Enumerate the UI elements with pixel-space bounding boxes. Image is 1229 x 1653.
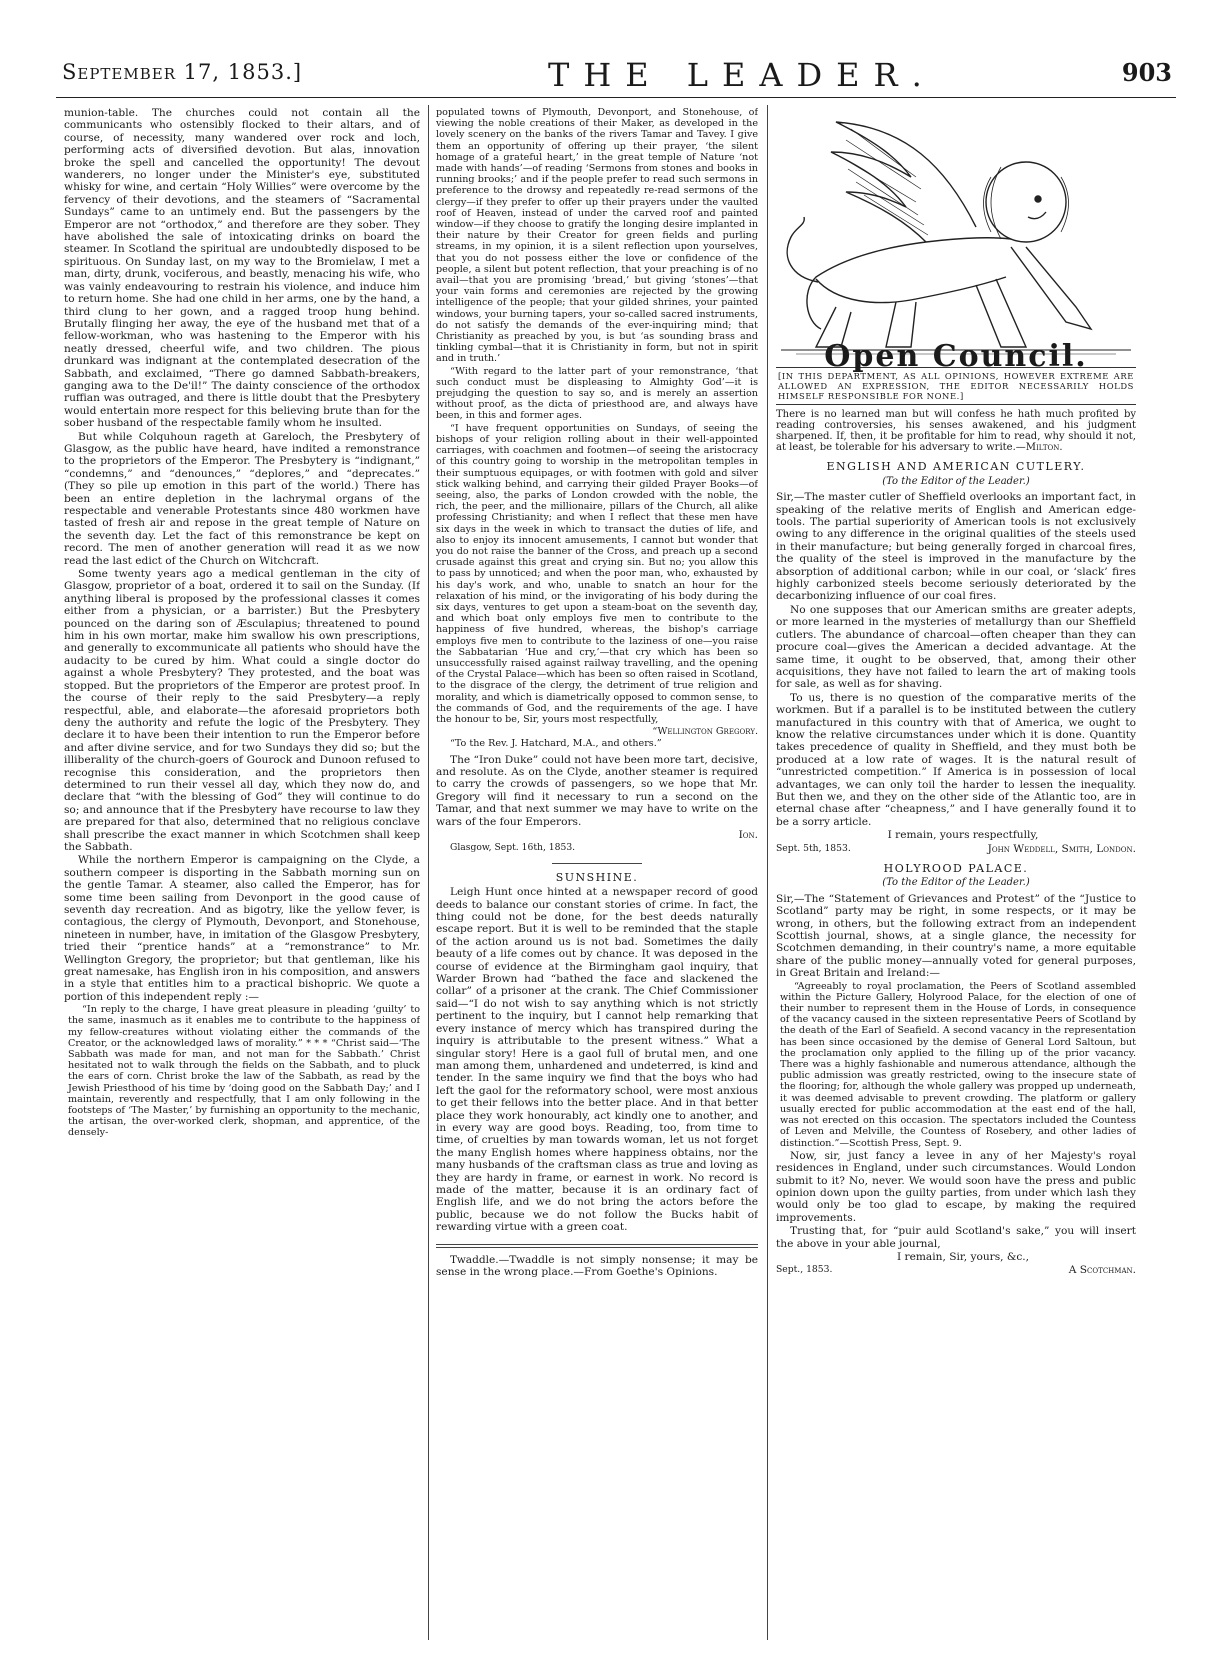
issue-date: September 17, 1853.] [62, 60, 303, 84]
cutlery-signoff [776, 843, 1136, 855]
holyrood-paragraph: Sir,—The “Statement of Grievances and Protest” of the “Justice to Scotland” party may be right, in some respects, or it may be wrong, in others, but the following extract from an independent Scottish journal, shows, at a single glance, the necessity for Scotchmen demanding, in their country's name, a more equitable share of the public money—annually voted for general purposes, in Great Britain and Ireland:— [776, 892, 1136, 980]
double-rule [436, 1244, 758, 1248]
masthead-title: THE LEADER. [548, 56, 936, 94]
col1-paragraph: While the northern Emperor is campaigning on the Clyde, a southern compeer is disporting in the Sabbath morning sun on the gentle Tamar. A steamer, also called the Emperor, has for some time been sailing from Devonport in the good cause of seventh day recreation. And as bigotry, like the yellow fever, is contagious, the clergy of Plymouth, Devonport, and Stonehouse, nineteen in number, have, in imitation of the Glasgow Presbytery, tried their “prentice hands” at a “remonstrance” to Mr. Wellington Gregory, the proprietor; but that gentleman, like his great namesake, has English iron in his composition, and answers in a style that entitles him to a practical bishopric. We quote a portion of this independent reply :— [64, 854, 420, 1003]
gregory-quote-part-1: populated towns of Plymouth, Devonport, and Stonehouse, of viewing the noble creations of their Maker, as developed in the lovely scenery on the banks of the rivers Tamar and Tavey. I give them an opportunity of offering up their prayer, ‘the silent homage of a grateful heart,’ in the great temple of Nature ‘not made with hands’—of reading ‘Sermons from stones and books in running brooks;’ and if the people prefer to read such sermons in preference to the drowsy and repeatedly re-read sermons of the clergy—if they prefer to offer up their prayers under the vaulted roof of Heaven, instead of under the carved roof and painted window—if they choose to gratify the longing desire implanted in their nature by their Creator for green fields and purling streams, in my opinion, it is a silent reflection upon yourselves, that you do not possess either the love or confidence of the people, a silent but potent reflection, that your preaching is of no avail—that you are promising ‘bread,’ but giving ‘stones’—that your vain forms and ceremonies are rejected by the growing intelligence of the people; that your gilded shrines, your painted windows, your burning tapers, your so-called sacred instruments, do not satisfy the demands of the ever-inquiring mind; that Christianity as preached by you, is but ‘as sounding brass and tinkling cymbal—that it is Christianity in form, but not in spirit and in truth.’ [436, 107, 758, 365]
column-1 [64, 107, 420, 1645]
holyrood-paragraph: Trusting that, for “puir auld Scotland's sake,” you will insert the above in your able journal, [776, 1225, 1136, 1250]
col2-paragraph: The “Iron Duke” could not have been more tart, decisive, and resolute. As on the Clyde, another steamer is required to carry the crowds of passengers, so we hope that Mr. Gregory will find it necessary to run a second on the Tamar, and that next summer we may have to write on the wars of the four Emperors. [436, 753, 758, 828]
motto-quote [776, 409, 1136, 453]
col1-paragraph: munion-table. The churches could not contain all the communicants who ostensibly flocked to their altars, and of course, of necessity, many wandered over rock and loch, performing acts of diversified devotion. But alas, innovation broke the spell and cancelled the opportunity! The devout wanderers, no longer under the Minister's eye, substituted whisky for wine, and certain “Holy Willies” were overcome by the fervency of their devotions, and the steamers of “Sacramental Sundays” came to an untimely end. But the passengers by the Emperor are not “orthodox,” and therefore are they sober. They have abolished the sale of intoxicating drinks on board the steamer. In Scotland the spiritual are undoubtedly disposed to be spirituous. On Sunday last, on my way to the Bromielaw, I met a man, dirty, drunk, vociferous, and beastly, menacing his wife, who was vainly endeavouring to restrain his violence, and induce him to return home. She had one child in her arms, one by the hand, a third clung to her gown, and a ragged troop hung behind. Brutally flinging her away, the eye of the husband met that of a fellow-workman, who was hastening to the Emperor with his neatly dressed, cheerful wife, and two children. The pious drunkard was indignant at the contemplated desecration of the Sabbath, and exclaimed, “There go damned Sabbath-breakers, ganging awa to the De'il!” The dainty conscience of the orthodox ruffian was outraged, and there is little doubt that the Presbytery would entertain more respect for this believing brute than for the sober husband of the respectable family whom he insulted. [64, 107, 420, 430]
holyrood-signoff [776, 1264, 1136, 1276]
page-number: 903 [1121, 58, 1172, 87]
holyrood-quote: “Agreeably to royal proclamation, the Peers of Scotland assembled within the Picture Gallery, Holyrood Palace, for the election of one of their number to represent them in the House of Lords, in consequence of the vacancy caused in the sixteen representative Peers of Scotland by the death of the Earl of Seafield. A second vacancy in the representation has been since occasioned by the demise of General Lord Saltoun, but the proclamation only applied to the filling up of the prior vacancy. There was a highly fashionable and numerous attendance, although the public admission was greatly restricted, owing to the insecure state of the flooring; for, although the whole gallery was propped up underneath, it was deemed advisable to prevent crowding. The platform or gallery usually erected for public accommodation at the east end of the hall, was not erected on this occasion. The spectators included the Countess of Leven and Melville, the Countess of Rosebery, and other ladies of distinction.”—Scottish Press, Sept. 9. [780, 980, 1136, 1149]
gregory-signature: “Wellington Gregory. [652, 726, 758, 738]
column-3 [776, 107, 1136, 1645]
winged-lion-emblem [776, 107, 1136, 357]
sunshine-article: Leigh Hunt once hinted at a newspaper record of good deeds to balance our constant stories of crime. In fact, the thing could not be done, for the best deeds naturally escape report. But it is well to be reminded that the staple of the action around us is not bad. Sometimes the daily beauty of a life comes out by chance. It was deposed in the course of evidence at the Birmingham gaol inquiry, that Warder Brown had “bathed the face and slackened the collar” of a prisoner at the crank. The Chief Commissioner said—“I do not wish to say anything which is not strictly pertinent to the inquiry, but I cannot help remarking that every instance of mercy which has transpired during the inquiry is attributable to the present witness.” What a singular story! Here is a gaol full of brutal men, and one man among them, unhardened and undeterred, is kind and tender. In the same inquiry we find that the boys who had left the gaol for the reformatory school, were most anxious to get their fellows into the better place. And in that better place they work honourably, act kindly one to another, and in every way are good boys. Reading, too, from time to time, of cruelties by man towards woman, let us not forget the many English homes where happiness obtains, nor the many husbands of the craftsman class as true and loving as they are hardy in frame, or earnest in work. No record is made of the matter, because it is an ordinary fact of English life, and we do not bring the actors before the public, because we do not follow the Bucks habit of rewarding virtue with a green coat. [436, 886, 758, 1234]
column-divider-2 [767, 105, 768, 1640]
section-rule [552, 863, 642, 864]
holyrood-subheading: (To the Editor of the Leader.) [882, 877, 1030, 889]
cutlery-closing: I remain, yours respectfully, [887, 829, 1039, 842]
col1-paragraph: Some twenty years ago a medical gentleman in the city of Glasgow, proprietor of a boat, ordered it to sail on the Sunday. (If anything liberal is proposed by the professional classes it comes either from a physician, or a barrister.) But the Presbytery pounced on the daring son of Æsculapius; threatened to pound him in his own mortar, make him swallow his own prescriptions, and generally to excommunicate all patients who should have the audacity to be cured by him. What could a single doctor do against a whole Presbytery? They protested, and the boat was stopped. But the proprietors of the Emperor are protest proof. In the course of their reply to the said Presbytery—a reply respectful, able, and elaborate—the aforesaid proprietors both deny the authority and refute the logic of the Presbytery. They declare it to have been their intention to run the Emperor before and after divine service, and for two Sundays they did so; but the illiberality of the church-goers of Gourock and Dunoon refused to recognise this consideration, and the proprietors then determined to run their vessel all day, which they now do, and declare that “with the blessing of God” they will continue to do so; and announce that if the Presbytery have recourse to law they are prepared for that also, determined that no religious conclave shall prescribe the exact manner in which Scotchmen shall keep the Sabbath. [64, 568, 420, 853]
cutlery-paragraph: No one supposes that our American smiths are greater adepts, or more learned in the mysteries of metallurgy than our Sheffield cutlers. The abundance of charcoal—often cheaper than they can procure coal—gives the American a decided advantage. At the same time, it ought to be observed, that, among their other acquisitions, they have not failed to learn the art of making tools for sale, as well as for shaving. [776, 603, 1136, 691]
page-header [62, 52, 1172, 94]
column-2 [436, 107, 758, 1645]
cutlery-date: Sept. 5th, 1853. [776, 842, 851, 854]
holyrood-paragraph: Now, sir, just fancy a levee in any of her Majesty's royal residences in England, under such circumstances. Would London submit to it? No, never. We would soon have the press and public opinion down upon the guilty parties, from under which lash they would only be too glad to escape, by making the required improvements. [776, 1149, 1136, 1224]
cutlery-subheading: (To the Editor of the Leader.) [882, 475, 1030, 487]
dateline: Glasgow, Sept. 16th, 1853. [450, 842, 576, 854]
cutlery-heading: ENGLISH AND AMERICAN CUTLERY. [826, 460, 1086, 474]
holyrood-signature: A Scotchman. [1068, 1264, 1136, 1277]
editor-notice: [IN THIS DEPARTMENT, AS ALL OPINIONS, HOWEVER EXTREME ARE ALLOWED AN EXPRESSION, THE EDITOR NECESSARILY HOLDS HIMSELF RESPONSIBLE FOR NONE.] [776, 367, 1136, 405]
holyrood-date: Sept., 1853. [776, 1264, 833, 1276]
gregory-addressee: “To the Rev. J. Hatchard, M.A., and others.” [450, 738, 662, 750]
holyrood-heading: HOLYROOD PALACE. [883, 862, 1029, 875]
column-divider-1 [428, 105, 429, 1640]
holyrood-remain: I remain, Sir, yours, &c., [897, 1250, 1029, 1263]
col1-quote: “In reply to the charge, I have great pleasure in pleading ‘guilty’ to the same, inasmuch as it enables me to contribute to the happiness of my fellow-creatures without violating either the commands of the Creator, or the acknowledged laws of morality.” * * * “Christ said—‘The Sabbath was made for man, and not man for the Sabbath.’ Christ hesitated not to walk through the fields on the Sabbath, and to pluck the ears of corn. Christ broke the law of the Sabbath, as read by the Jewish Priesthood of his time by ‘doing good on the Sabbath Day;’ and I maintain, reverently and respectfully, that I am only following in the footsteps of ‘The Master,’ by furnishing an opportunity to the mechanic, the artisan, the over-worked clerk, shopman, and apprentice, of the densely- [68, 1004, 420, 1139]
cutlery-signature: John Weddell, Smith, London. [987, 842, 1136, 855]
author-signature: Ion. [738, 829, 758, 842]
winged-lion-icon [776, 107, 1136, 357]
twaddle-note: Twaddle.—Twaddle is not simply nonsense; it may be sense in the wrong place.—From Goethe's Opinions. [436, 1253, 758, 1279]
open-council-title: Open Council. [824, 339, 1088, 374]
motto-source: Milton. [1025, 442, 1063, 454]
col1-paragraph: But while Colquhoun rageth at Gareloch, the Presbytery of Glasgow, as the public have heard, have indited a remonstrance to the proprietors of the Emperor. The Presbytery is “indignant,” “condemns,” and “denounces,” “deplores,” and “deprecates.” (They so pile up emotion in this part of the world.) There has been an entire depletion in the lachrymal organs of the respectable and venerable Protestants since 480 workmen have tasted of fresh air and repose in the great temple of Nature on the seventh day. Let the fact of this remonstrance be kept on record. The men of another generation will read it as we now read the last edict of the Church on Witchcraft. [64, 430, 420, 567]
gregory-quote-part-3: “I have frequent opportunities on Sundays, of seeing the bishops of your religion rolling about in their well-appointed carriages, with coachmen and footmen—of seeing the aristocracy of this country going to worship in the metropolitan temples in their sumptuous equipages, or with footmen with gold and silver stick walking behind, and carrying their gilded Prayer Books—of seeing, also, the parks of London crowded with the noble, the rich, the peer, and the millionaire, pillars of the Church, all alike professing Christianity; and when I reflect that these men have six days in the week in which to transact the duties of life, and also to enjoy its innocent amusements, I cannot but wonder that you do not raise the banner of the Cross, and preach up a second crusade against this great and crying sin. But no; you allow this to pass by unnoticed; and when the poor man, who, exhausted by his day's work, and who, unable to snatch an hour for the relaxation of his mind, or the invigorating of his body during the six days, ventures to get upon a steam-boat on the seventh day, and which boat only employs five men to contribute to the happiness of five hundred, whereas, the bishop's carriage employs five men to contribute to the laziness of one—you raise the Sabbatarian ‘Hue and cry,’—that cry which has been so unsuccessfully raised against railway travelling, and the opening of the Crystal Palace—which has been so often raised in Scotland, to the disgrace of the clergy, the detriment of true religion and morality, and which is diametrically opposed to common sense, to the commands of God, and the requirements of the age. I have the honour to be, Sir, yours most respectfully, [436, 422, 758, 725]
gregory-quote-part-2: “With regard to the latter part of your remonstrance, ‘that such conduct must be displeasing to Almighty God’—it is prejudging the question to say so, and is merely an assertion without proof, as the dicta of priesthood are, and always have been, in this and former ages. [436, 365, 758, 422]
motto-text: There is no learned man but will confess he hath much profited by reading controversies, his senses awakened, and his judgment sharpened. If, then, it be profitable for him to read, why should it not, at least, be tolerable for his adversary to write.— [776, 409, 1136, 454]
header-rule [56, 97, 1176, 98]
cutlery-paragraph: To us, there is no question of the comparative merits of the workmen. But if a parallel is to be instituted between the cutlery manufactured in this country with that of America, we ought to know the relative circumstances under which it is done. Quantity takes precedence of quality in Sheffield, and they must both be produced at a low rate of wages. It is the natural result of “unrestricted competition.” If America is in possession of local advantages, we can only toil the harder to lessen the inequality. But then we, and they on the other side of the Atlantic too, are in eternal chase after “cheapness,” and I have generally found it to be a sorry article. [776, 691, 1136, 828]
cutlery-paragraph: Sir,—The master cutler of Sheffield overlooks an important fact, in speaking of the relative merits of English and American edge-tools. The partial superiority of American tools is not exclusively owing to any difference in the original qualities of the steels used in their manufacture; but being generally forged in charcoal fires, the quality of the steel is improved in the manufacture by the absorption of additional carbon; while in our coal, or ‘slack’ fires highly carbonized steels become seriously deteriorated by the decarbonizing influence of our coal fires. [776, 491, 1136, 603]
sunshine-heading: SUNSHINE. [555, 870, 639, 884]
